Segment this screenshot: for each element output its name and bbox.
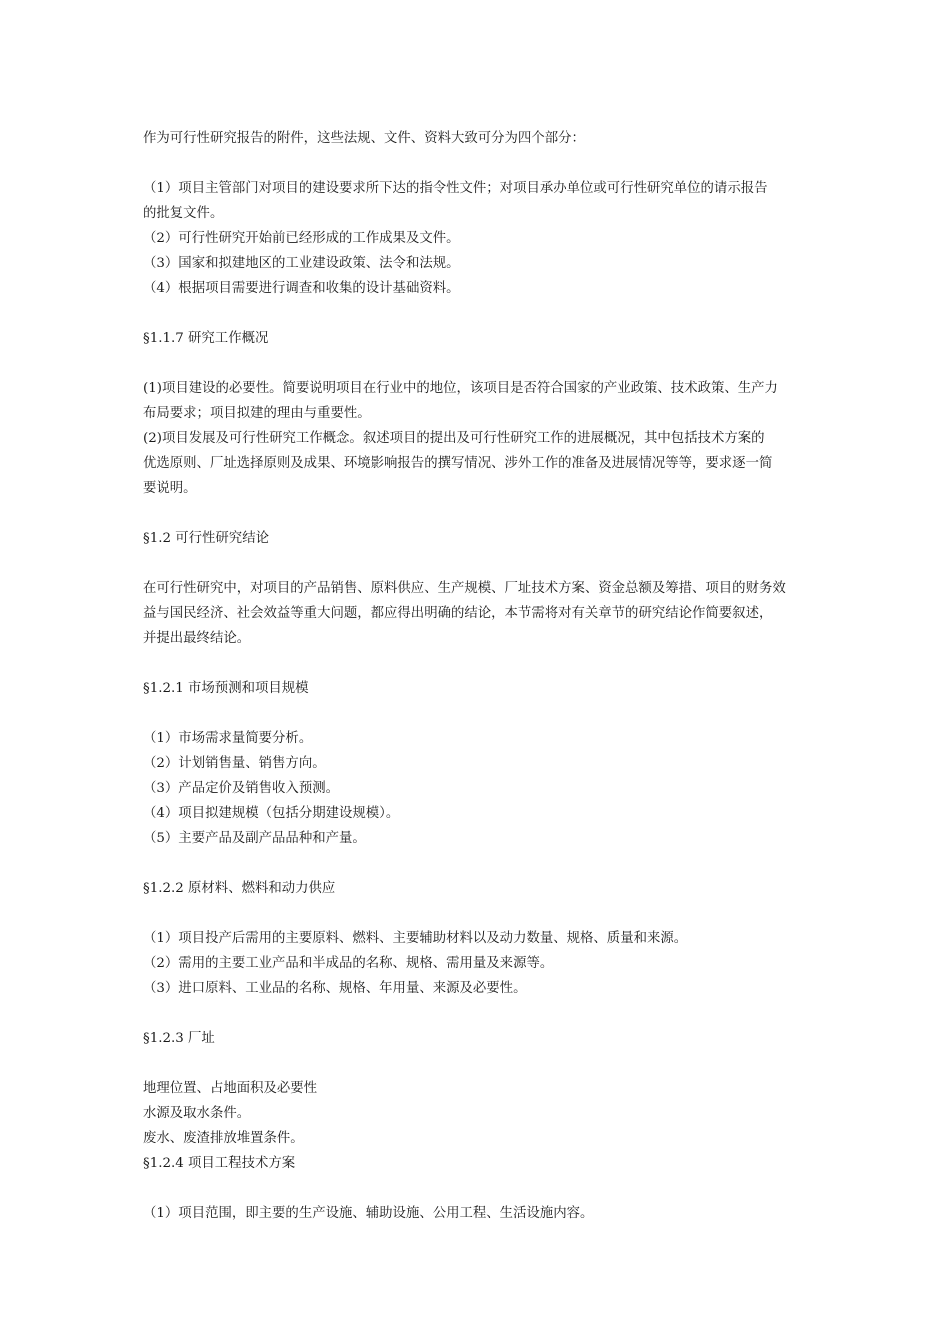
section-heading: §1.2 可行性研究结论 — [143, 531, 269, 546]
list-item-line: (2)项目发展及可行性研究工作概念。叙述项目的提出及可行性研究工作的进展概况，其中包括技术方案的 — [143, 431, 765, 446]
spacer — [143, 851, 811, 876]
spacer — [143, 151, 811, 176]
list-item: （1）项目投产后需用的主要原料、燃料、主要辅助材料以及动力数量、规格、质量和来源。 — [143, 931, 688, 946]
spacer — [143, 1051, 811, 1076]
spacer — [143, 551, 811, 576]
section-121-list — [143, 726, 811, 851]
list-item-line: （4）根据项目需要进行调查和收集的设计基础资料。 — [143, 281, 460, 296]
list-item: （1）项目范围，即主要的生产设施、辅助设施、公用工程、生活设施内容。 — [143, 1206, 594, 1221]
section-heading: §1.2.2 原材料、燃料和动力供应 — [143, 881, 336, 896]
list-item — [143, 426, 811, 501]
section-123-list — [143, 1076, 811, 1151]
list-item: 水源及取水条件。 — [143, 1106, 251, 1121]
spacer — [143, 651, 811, 676]
list-item: （2）需用的主要工业产品和半成品的名称、规格、需用量及来源等。 — [143, 956, 554, 971]
list-item: 废水、废渣排放堆置条件。 — [143, 1131, 304, 1146]
list-item: （1）市场需求量简要分析。 — [143, 731, 313, 746]
paragraph-line: 在可行性研究中，对项目的产品销售、原料供应、生产规模、厂址技术方案、资金总额及筹措、项目的财务效 — [143, 581, 786, 596]
paragraph-line: 并提出最终结论。 — [143, 631, 251, 646]
list-item-line: (1)项目建设的必要性。简要说明项目在行业中的地位，该项目是否符合国家的产业政策、技术政策、生产力 — [143, 381, 778, 396]
list-item — [143, 226, 811, 251]
list-item — [143, 251, 811, 276]
spacer — [143, 351, 811, 376]
list-item — [143, 376, 811, 426]
spacer — [143, 501, 811, 526]
spacer — [143, 701, 811, 726]
list-item-line: 的批复文件。 — [143, 206, 224, 221]
section-heading: §1.1.7 研究工作概况 — [143, 331, 269, 346]
spacer — [143, 1176, 811, 1201]
section-12-paragraph — [143, 576, 811, 651]
list-item — [143, 276, 811, 301]
list-item-line: （3）国家和拟建地区的工业建设政策、法令和法规。 — [143, 256, 460, 271]
list-item-line: （2）可行性研究开始前已经形成的工作成果及文件。 — [143, 231, 460, 246]
list-item — [143, 176, 811, 226]
section-heading: §1.2.4 项目工程技术方案 — [143, 1156, 296, 1171]
spacer — [143, 301, 811, 326]
spacer — [143, 901, 811, 926]
section-heading: §1.2.3 厂址 — [143, 1031, 215, 1046]
list-item: （3）产品定价及销售收入预测。 — [143, 781, 339, 796]
list-item-line: （1）项目主管部门对项目的建设要求所下达的指令性文件；对项目承办单位或可行性研究单位的请示报告 — [143, 181, 768, 196]
list-item-line: 优选原则、厂址选择原则及成果、环境影响报告的撰写情况、涉外工作的准备及进展情况等等，要求逐一简 — [143, 456, 773, 471]
list-item: 地理位置、占地面积及必要性 — [143, 1081, 318, 1096]
list-item: （4）项目拟建规模（包括分期建设规模）。 — [143, 806, 400, 821]
section-heading: §1.2.1 市场预测和项目规模 — [143, 681, 309, 696]
attachment-list — [143, 176, 811, 301]
list-item: （2）计划销售量、销售方向。 — [143, 756, 326, 771]
list-item-line: 要说明。 — [143, 481, 197, 496]
list-item: （3）进口原料、工业品的名称、规格、年用量、来源及必要性。 — [143, 981, 527, 996]
section-117-body — [143, 376, 811, 501]
section-124-list — [143, 1201, 811, 1226]
spacer — [143, 1001, 811, 1026]
section-122-list — [143, 926, 811, 1001]
intro-paragraph: 作为可行性研究报告的附件，这些法规、文件、资料大致可分为四个部分： — [143, 131, 585, 146]
paragraph-line: 益与国民经济、社会效益等重大问题，都应得出明确的结论，本节需将对有关章节的研究结论作简要叙述， — [143, 606, 773, 621]
list-item: （5）主要产品及副产品品种和产量。 — [143, 831, 366, 846]
document-page — [143, 126, 811, 1226]
list-item-line: 布局要求；项目拟建的理由与重要性。 — [143, 406, 371, 421]
